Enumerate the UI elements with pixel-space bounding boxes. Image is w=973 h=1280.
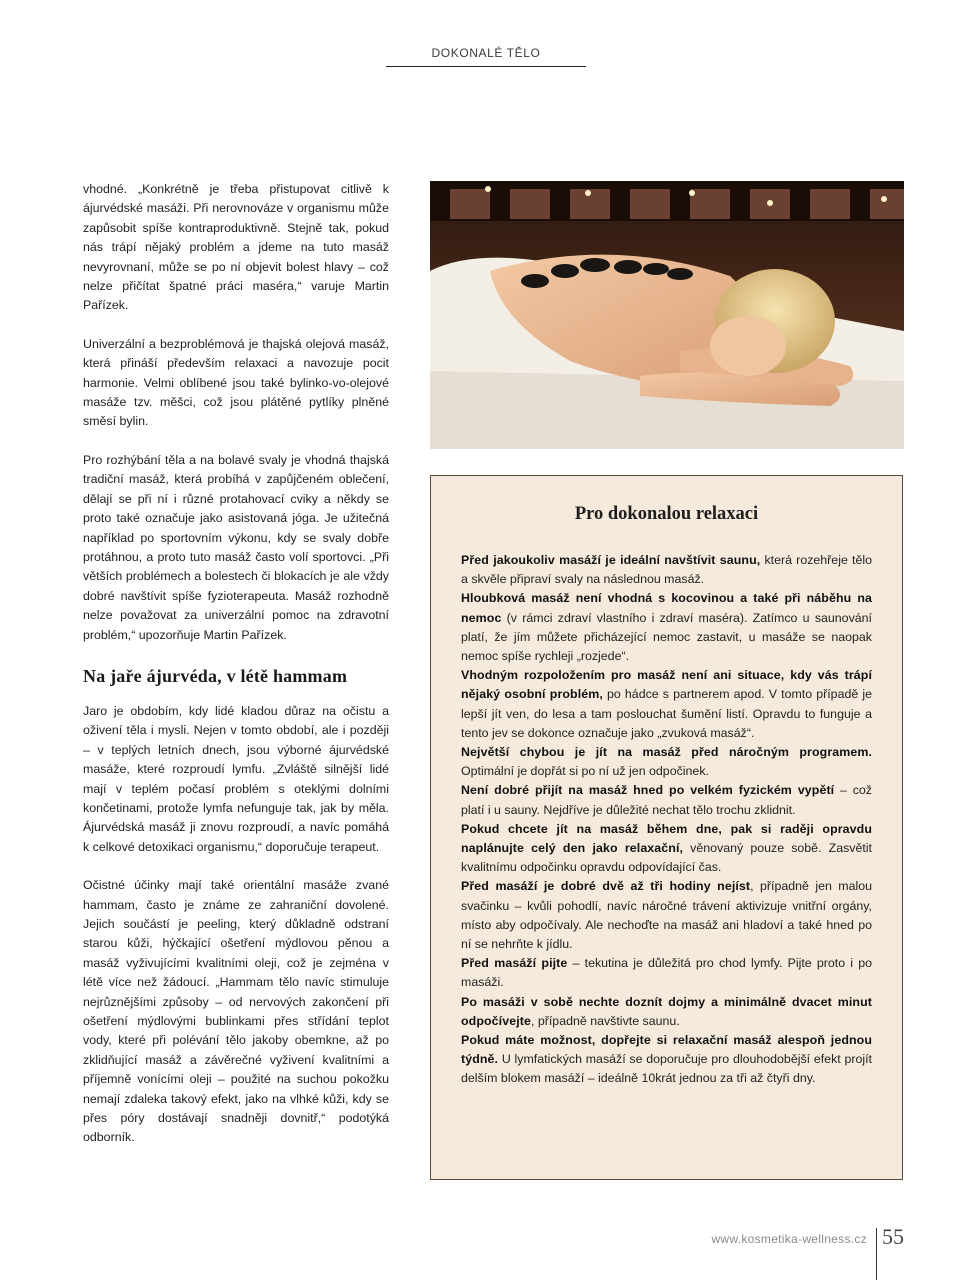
tip-text: – tekutina je důležitá pro chod lymfy. Pijte proto i po masáži. bbox=[461, 956, 872, 990]
tip-bold: Po masáži v sobě nechte doznít dojmy a minimálně dvacet minut odpočívejte bbox=[461, 994, 872, 1028]
tip-text: , případně jen malou svačinku – kvůli pohodlí, navíc náročné trávení aktivizuje vnitřní orgány, místo aby odpočívaly. Ale nechoďte na masáž ani hladoví a také hned po ní se nehrňte k jídlu. bbox=[461, 879, 873, 952]
tip-bold: Vhodným rozpoložením pro masáž není ani situace, kdy vás trápí nějaký osobní problém, bbox=[461, 668, 872, 702]
article-subheading: Na jaře ájurvéda, v létě hammam bbox=[83, 665, 348, 686]
tip-bold: Před masáží pijte bbox=[461, 956, 568, 971]
footer-divider bbox=[876, 1228, 877, 1280]
article-paragraph: vhodné. „Konkrétně je třeba přistupovat citlivě k ájurvédské masáži. Při nerovnováze v organismu může zapůsobit spíše kontraproduktivně. Stejně tak, pokud nás trápí nějaký problém a jdeme na tuto masáž nevyrovnaní, může se po ní objevit bolest hlavy – což nelze přičítat špatné práci maséra,“ varuje Martin Pařízek. bbox=[83, 182, 389, 313]
tip-bold: Před jakoukoliv masáží je ideální navštívit saunu, bbox=[461, 553, 761, 567]
article-left-column bbox=[83, 180, 389, 1167]
tip-item bbox=[461, 993, 872, 1031]
tip-bold: Největší chybou je jít na masáž před náročným programem. bbox=[461, 745, 872, 760]
article-paragraph: Pro rozhýbání těla a na bolavé svaly je vhodná thajská tradiční masáž, která probíhá v zapůjčeném oblečení, dělají se při ní i různé protahovací cviky a někdy se proto také označuje jako asistovaná jóga. Je užitečná například po sportovním výkonu, kdy se svaly dobře protáhnou, a proto tuto masáž často volí sportovci. „Při větších problémech a bolestech či blokacích je ale vždy dobré navštívit spíše fyzioterapeuta. Masáž rozhodně nelze považovat za univerzální pomoc na zdravotní problém,“ upozorňuje Martin Pařízek. bbox=[83, 452, 389, 642]
header-rule bbox=[386, 66, 586, 67]
tip-bold: Není dobré přijít na masáž hned po velkém fyzickém vypětí bbox=[461, 783, 835, 798]
tip-text: věnovaný pouze sobě. Zasvětit kvalitnímu odpočinku opravdu odpovídající čas. bbox=[461, 841, 873, 875]
tip-item bbox=[461, 820, 872, 878]
article-paragraph: Univerzální a bezproblémová je thajská olejová masáž, která přináší především relaxaci a navozuje pocit harmonie. Velmi oblíbené jsou také bylinko-vo-olejové masáže tzv. měšci, což jsou plátěné pytlíky plněné směsí bylin. bbox=[83, 336, 389, 429]
tip-item bbox=[461, 954, 872, 992]
tip-text: U lymfatických masáží se doporučuje pro dlouhodobější efekt projít delším blokem masáží – ideálně 10krát jednou za tři až čtyři dny. bbox=[461, 1052, 872, 1086]
article-paragraph: Očistné účinky mají také orientální masáže zvané hammam, často je známe ze zahraniční dovolené. Jejich součástí je peeling, který důkladně odstraní starou kůži, hýčkající ošetření mýdlovou pěnou a masáž vyživujícími kvalitními oleji, což je zejména v létě více než žádoucí. „Hammam tělo navíc stimuluje nejrůznějšími způsoby – od nervových zakončení při ošetření mýdlovými bublinkami přes střídání teplot vody, které při polévání tělo jakoby obemkne, až po zklidňující masáž a závěrečné vyživení kvalitními a příjemně vonícími oleji – použité na suchou pokožku nemají zdaleka takový efekt, jako na vlhké kůži, kdy se přes póry dostávají snadněji dovnitř,“ podotýká odborník. bbox=[83, 878, 389, 1145]
tip-item bbox=[461, 1031, 872, 1089]
tip-item bbox=[461, 551, 872, 589]
page-number: 55 bbox=[882, 1224, 904, 1249]
tip-text: (v rámci zdraví vlastního i zdraví maséra). Zatímco u saunování platí, že jím můžete přicházející nemoc zastavit, u masáže se naopak nemoc spíše rychleji „rozjede“. bbox=[461, 610, 872, 664]
section-title: DOKONALÉ TĚLO bbox=[431, 46, 541, 60]
tips-box bbox=[430, 475, 903, 1180]
article-paragraph: Jaro je obdobím, kdy lidé kladou důraz na očistu a oživení těla i mysli. Nejen v tomto období, ale i později – v teplých letních dnech, jsou výborné ájurvédské masáže, které rozproudí lymfu. „Zvláště silnější lidé mají v teplém počasí problém s oteklými dolními končetinami, protože lymfa nefunguje tak, jak by měla. Ájurvédská masáž ji znovu rozproudí, a navíc pomáhá k celkové detoxikaci organismu,“ doporučuje terapeut. bbox=[83, 703, 389, 854]
tip-item bbox=[461, 589, 872, 666]
tip-item bbox=[461, 877, 872, 954]
hot-stone-massage-photo bbox=[430, 181, 904, 449]
tip-bold: Před masáží je dobré dvě až tři hodiny nejíst bbox=[461, 879, 751, 894]
tip-text: – což platí i u sauny. Nejdříve je důležité nechat tělo trochu zklidnit. bbox=[461, 783, 872, 817]
tip-item bbox=[461, 666, 872, 743]
tip-text: , případně navštivte saunu. bbox=[530, 1013, 680, 1028]
footer-website-link[interactable]: www.kosmetika-wellness.cz bbox=[711, 1232, 867, 1246]
tip-text: která rozehřeje tělo a skvěle připraví svaly na následnou masáž. bbox=[461, 553, 872, 587]
tip-item bbox=[461, 781, 872, 819]
tips-box-title: Pro dokonalou relaxaci bbox=[574, 504, 759, 524]
tip-bold: Pokud máte možnost, dopřejte si relaxační masáž alespoň jednou týdně. bbox=[461, 1033, 872, 1067]
tip-text: Optimální je dopřát si po ní už jen odpočinek. bbox=[461, 764, 709, 779]
tip-text: po hádce s partnerem apod. V tomto případě je lepší jít ven, do lesa a tam poslouchat šumění listí. Opravdu to funguje a tento jev se dokonce označuje jako „zvuková masáž“. bbox=[461, 687, 872, 740]
tip-bold: Hloubková masáž není vhodná s kocovinou a také při náběhu na nemoc bbox=[461, 591, 872, 625]
tip-item bbox=[461, 743, 872, 781]
tip-bold: Pokud chcete jít na masáž během dne, pak si raději opravdu naplánujte celý den jako relaxační, bbox=[461, 821, 872, 856]
